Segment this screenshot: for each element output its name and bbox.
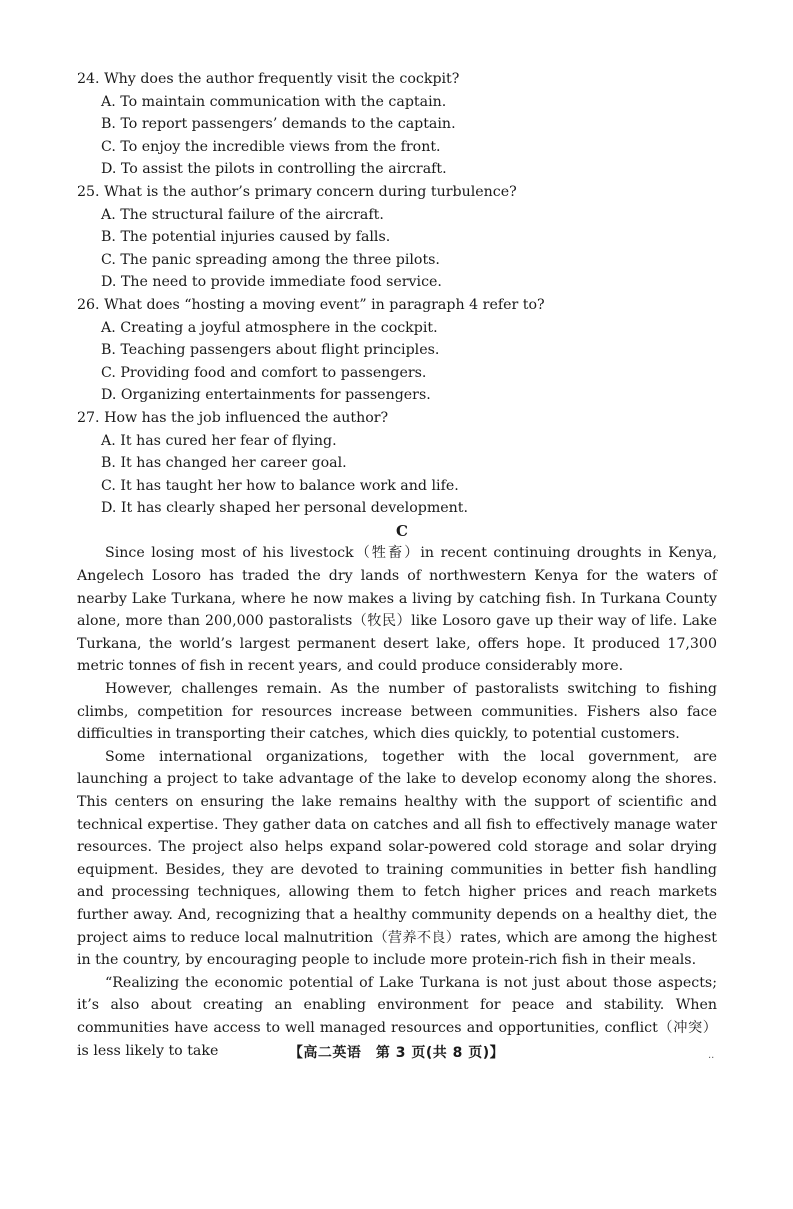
option-a: A. To maintain communication with the captain. <box>101 93 447 110</box>
passage-paragraph-3: Some international organizations, together with the local government, are launching a project to take advantage of the lake to develop economy along the shores. This centers on ensuring the lake remains healthy with the support of scientific and technical expertise. They gather data on catches and all fish to effectively manage water resources. The project also helps expand solar-powered cold storage and solar drying equipment. Besides, they are devoted to training communities in better fish handling and processing techniques, allowing them to fetch higher prices and reach markets further away. And, recognizing that a healthy community depends on a healthy diet, the project aims to reduce local malnutrition（营养不良）rates, which are among the highest in the country, by encouraging people to include more protein-rich fish in their meals. <box>77 748 717 969</box>
question-list <box>77 68 717 520</box>
option-b: B. The potential injuries caused by falls. <box>101 229 391 246</box>
option-b: B. It has changed her career goal. <box>101 455 347 472</box>
question-stem: 25. What is the author’s primary concern during turbulence? <box>77 183 517 200</box>
question-27 <box>77 407 717 520</box>
page-content <box>77 68 717 1062</box>
option-d: D. Organizing entertainments for passengers. <box>101 387 431 404</box>
section-heading: C <box>396 521 408 540</box>
page-footer: 【高二英语 第 3 页(共 8 页)】 <box>288 1045 505 1061</box>
option-list <box>77 317 717 407</box>
option-d: D. The need to provide immediate food service. <box>101 274 442 291</box>
option-list <box>77 430 717 520</box>
option-d: D. It has clearly shaped her personal development. <box>101 500 469 517</box>
option-a: A. It has cured her fear of flying. <box>101 432 337 449</box>
passage-paragraph-4: “Realizing the economic potential of Lake Turkana is not just about those aspects; it’s also about creating an enabling environment for peace and stability. When communities have access to well managed resources and opportunities, conflict（冲突）is less likely to take <box>77 974 717 1059</box>
question-stem: 26. What does “hosting a moving event” in paragraph 4 refer to? <box>77 296 545 313</box>
option-list <box>77 204 717 294</box>
option-b: B. To report passengers’ demands to the captain. <box>101 116 456 133</box>
question-24 <box>77 68 717 181</box>
question-26 <box>77 294 717 407</box>
option-list <box>77 91 717 181</box>
option-a: A. Creating a joyful atmosphere in the cockpit. <box>101 319 438 336</box>
option-b: B. Teaching passengers about flight principles. <box>101 342 440 359</box>
question-stem: 27. How has the job influenced the author? <box>77 409 389 426</box>
corner-mark: .. <box>708 1050 715 1061</box>
passage-paragraph-2: However, challenges remain. As the number of pastoralists switching to fishing climbs, competition for resources increase between communities. Fishers also face difficulties in transporting their catches, which dies quickly, to potential customers. <box>77 681 717 743</box>
option-c: C. Providing food and comfort to passengers. <box>101 364 427 381</box>
option-a: A. The structural failure of the aircraft. <box>101 206 384 223</box>
question-25 <box>77 181 717 294</box>
reading-passage <box>77 542 717 1062</box>
option-c: C. The panic spreading among the three pilots. <box>101 251 440 268</box>
passage-paragraph-1: Since losing most of his livestock（牲畜）in recent continuing droughts in Kenya, Angelech Losoro has traded the dry lands of northwestern Kenya for the waters of nearby Lake Turkana, where he now makes a living by catching fish. In Turkana County alone, more than 200,000 pastoralists（牧民）like Losoro gave up their way of life. Lake Turkana, the world’s largest permanent desert lake, offers hope. It produced 17,300 metric tonnes of fish in recent years, and could produce considerably more. <box>77 545 717 675</box>
question-stem: 24. Why does the author frequently visit the cockpit? <box>77 71 460 87</box>
option-c: C. It has taught her how to balance work and life. <box>101 477 459 494</box>
option-d: D. To assist the pilots in controlling the aircraft. <box>101 161 447 178</box>
option-c: C. To enjoy the incredible views from the front. <box>101 138 441 155</box>
